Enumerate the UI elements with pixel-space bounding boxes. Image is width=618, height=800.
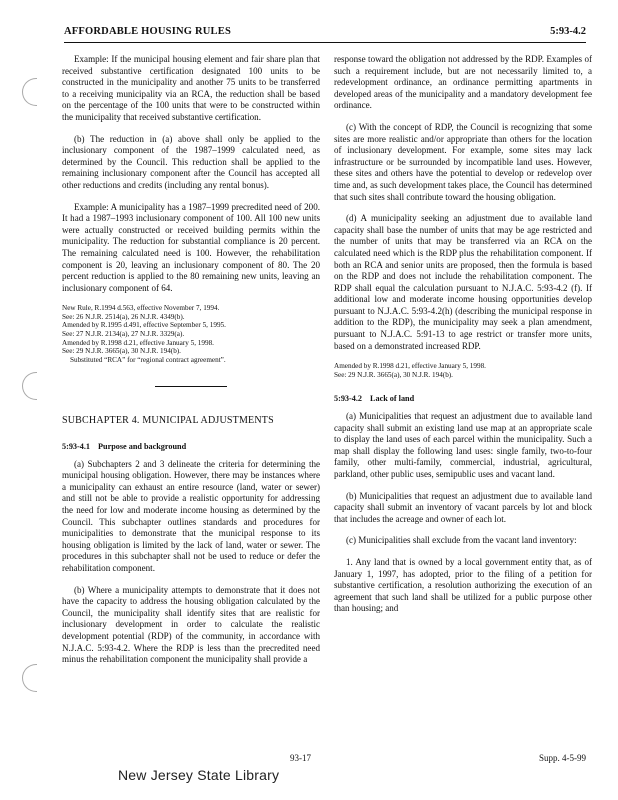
- history-line: New Rule, R.1994 d.563, effective November 7, 1994.: [62, 304, 220, 313]
- header-section-ref: 5:93-4.2: [550, 26, 586, 37]
- paragraph: (b) Municipalities that request an adjustment due to available land capacity shall submit an inventory of vacant parcels by lot and block that includes the acreage and owner of each lot.: [334, 490, 592, 524]
- section-heading: [62, 441, 320, 453]
- paragraph: response toward the obligation not addressed by the RDP. Examples of such a requirement include, but are not necessarily limited to, a redevelopment ordinance, an ordinance permitting apartments in developed areas of the municipality and a mandatory development fee ordinance.: [334, 54, 592, 111]
- paragraph: (a) Subchapters 2 and 3 delineate the criteria for determining the municipal housing obligation. However, there may be instances where a municipality can exhaust an entire resource (land, water or sewer) and still not be able to provide a realistic opportunity for addressing the need for low and moderate income housing as determined by the Council. This subchapter outlines standards and procedures for municipalities to demonstrate that the municipal response to its housing obligation is limited by the lack of land, water or sewer. The procedures in this subchapter shall not be used to reduce or defer the rehabilitation component.: [62, 458, 320, 573]
- history-line: See: 27 N.J.R. 2134(a), 27 N.J.R. 3329(a).: [62, 330, 185, 339]
- running-header: [64, 26, 586, 43]
- paragraph: (d) A municipality seeking an adjustment due to available land capacity shall base the number of units that may be age restricted and the number of units that may be transferred via an RCA on the calculated need which is the RDP plus the rehabilitation component. If both an RCA and senior units are proposed, then the formula is based on the RDP and does not include the rehabilitation component. The RDP shall equal the calculation pursuant to N.J.A.C. 5:93-4.2 (f). If additional low and moderate income housing opportunities develop pursuant to N.J.A.C. 5:93-4.2(h) (describing the municipal response in addition to the RDP), the municipality may seek a plan amendment, pursuant to N.J.A.C. 5:91-13 to age restrict or transfer more units, based on a demonstrated increased RDP.: [334, 213, 592, 351]
- history-notes: [334, 362, 592, 379]
- paragraph: Example: A municipality has a 1987–1999 precredited need of 200. It had a 1987–1993 inclusionary component of 100. All 100 new units were actually constructed or received building permits within the municipality. The reduction for substantial compliance is 20 percent. The remaining calculated need is 100. However, the rehabilitation component is 20, leaving an inclusionary component of 80. The 20 percent reduction is applied to the 80 remaining new units, leaving an inclusionary component of 64.: [62, 201, 320, 293]
- paragraph: (b) Where a municipality attempts to demonstrate that it does not have the capacity to address the housing obligation calculated by the Council, the municipality shall identify sites that are realistic for inclusionary development in order to calculate the realistic development potential (RDP) of the community, in accordance with N.J.A.C. 5:93-4.2. Where the RDP is less than the precredited need minus the rehabilitation component the municipality shall provide a: [62, 584, 320, 665]
- left-column: [62, 54, 320, 676]
- page-number: 93-17: [290, 753, 311, 763]
- history-line: Substituted “RCA” for “regional contract agreement”.: [70, 355, 226, 364]
- paragraph: 1. Any land that is owned by a local government entity that, as of January 1, 1997, has adopted, prior to the filing of a petition for substantive certification, a resolution authorizing the execution of an agreement that such land shall be utilized for a public purpose other than housing; and: [334, 556, 592, 614]
- history-line: Amended by R.1998 d.21, effective January 5, 1998.: [334, 362, 486, 371]
- paragraph: (b) The reduction in (a) above shall only be applied to the inclusionary component of the 1987–1999 calculated need, as determined by the Council. This reduction shall be applied to the remaining inclusionary component after the Council has accepted all other reductions and credits (including any rental bonus).: [62, 133, 320, 190]
- history-line: See: 29 N.J.R. 3665(a), 30 N.J.R. 194(b).: [334, 370, 453, 379]
- paragraph: (c) With the concept of RDP, the Council is recognizing that some sites are more realistic and/or appropriate than others for the location of inclusionary development. For example, some sites may lack infrastructure or be surrounded by incompatible land uses. However, these sites and others have the potential to develop or redevelop over time and, as such development takes place, the Council has determined that such sites shall contribute toward the housing obligation.: [334, 121, 592, 202]
- paragraph: (c) Municipalities shall exclude from the vacant land inventory:: [346, 535, 577, 546]
- section-number: 5:93-4.2: [334, 394, 362, 404]
- paragraph: (a) Municipalities that request an adjustment due to available land capacity shall submit an existing land use map at an appropriate scale to display the land uses of each parcel within the municipality. Such a map shall display the following land uses: single family, two-to-four family, other multi-family, commercial, industrial, agricultural, parkland, other public uses, semipublic uses and vacant land.: [334, 411, 592, 479]
- section-title: Purpose and background: [98, 442, 187, 452]
- history-line: Amended by R.1998 d.21, effective January 5, 1998.: [62, 338, 214, 347]
- binder-hole-mark: [22, 372, 37, 400]
- paragraph: Example: If the municipal housing element and fair share plan that received substantive certification designated 100 units to be constructed in the municipality and another 75 units to be transferred to a receiving municipality via an RCA, the reduction shall be based on the percentage of the 100 units that were to be constructed within the municipality that received substantive certification.: [62, 54, 320, 122]
- binder-hole-mark: [22, 664, 37, 692]
- library-stamp: New Jersey State Library: [118, 767, 280, 783]
- history-line: Amended by R.1995 d.491, effective September 5, 1995.: [62, 321, 226, 330]
- supplement-date: Supp. 4-5-99: [539, 753, 586, 763]
- section-number: 5:93-4.1: [62, 442, 90, 452]
- section-title: Lack of land: [370, 394, 415, 404]
- history-notes: [62, 304, 320, 364]
- page-footer: [0, 753, 618, 793]
- right-column: [334, 54, 592, 625]
- binder-hole-mark: [22, 78, 37, 106]
- history-line: See: 29 N.J.R. 3665(a), 30 N.J.R. 194(b).: [62, 347, 181, 356]
- section-heading: [334, 393, 592, 405]
- subchapter-heading: SUBCHAPTER 4. MUNICIPAL ADJUSTMENTS: [62, 415, 274, 427]
- section-divider: [155, 386, 227, 387]
- history-line: See: 26 N.J.R. 2514(a), 26 N.J.R. 4349(b).: [62, 312, 185, 321]
- header-title: AFFORDABLE HOUSING RULES: [64, 26, 231, 37]
